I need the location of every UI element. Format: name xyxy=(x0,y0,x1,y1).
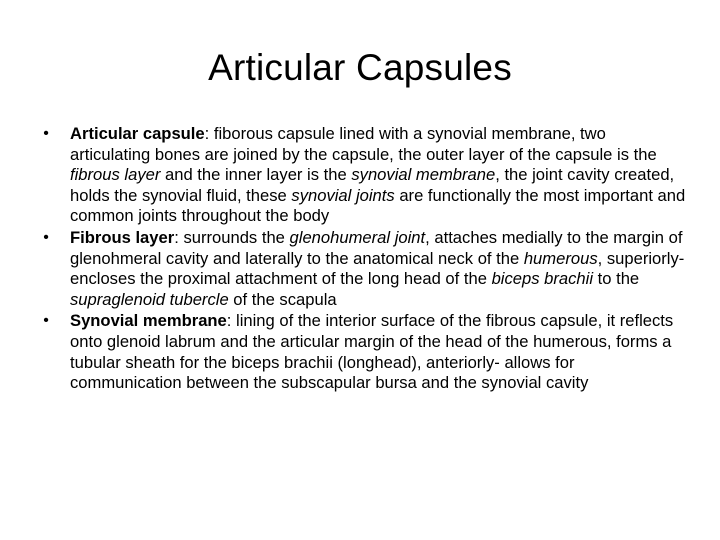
bullet-list xyxy=(36,124,686,395)
bullet-emphasis: glenohumeral joint xyxy=(289,227,426,247)
bullet-item xyxy=(36,311,686,393)
slide-title: Articular Capsules xyxy=(208,47,512,88)
bullet-emphasis: fibrous layer xyxy=(70,165,161,185)
bullet-term: Synovial membrane xyxy=(70,311,227,331)
bullet-dot-icon: • xyxy=(43,312,49,330)
bullet-emphasis: supraglenoid tubercle xyxy=(70,289,229,309)
bullet-term: Fibrous layer xyxy=(70,227,175,247)
bullet-text: , attaches medially to the margin of glenohmeral cavity and laterally to the anatomical neck of the xyxy=(70,227,683,268)
bullet-item xyxy=(36,228,686,310)
bullet-term: Articular capsule xyxy=(70,124,205,143)
bullet-emphasis: biceps brachii xyxy=(491,269,594,289)
bullet-emphasis: synovial membrane xyxy=(351,165,496,185)
bullet-text: of the scapula xyxy=(228,289,337,309)
bullet-text: : fiborous capsule lined with a synovial membrane, two articulating bones are joined by the capsule, the outer layer of the capsule is the xyxy=(70,124,657,164)
bullet-text: , superiorly- encloses the proximal attachment of the long head of the xyxy=(70,248,685,289)
bullet-text: : surrounds the xyxy=(174,227,290,247)
bullet-item xyxy=(36,124,686,227)
bullet-emphasis: synovial joints xyxy=(291,185,395,205)
bullet-emphasis: humerous xyxy=(523,248,598,268)
bullet-text: , the joint cavity created, holds the synovial fluid, these xyxy=(70,165,675,205)
bullet-text: and the inner layer is the xyxy=(160,165,352,185)
bullet-dot-icon: • xyxy=(43,125,49,142)
bullet-dot-icon: • xyxy=(43,228,49,246)
bullet-text: are functionally the most important and common joints throughout the body xyxy=(70,185,686,226)
bullet-text: to the xyxy=(593,269,640,289)
bullet-text: : lining of the interior surface of the fibrous capsule, it reflects onto glenoid labrum and the articular margin of the head of the humerous, forms a tubular sheath for the biceps brachii (longhead), anteriorly- allows for communication between the subscapular bursa and the synovial cavity xyxy=(70,311,674,393)
